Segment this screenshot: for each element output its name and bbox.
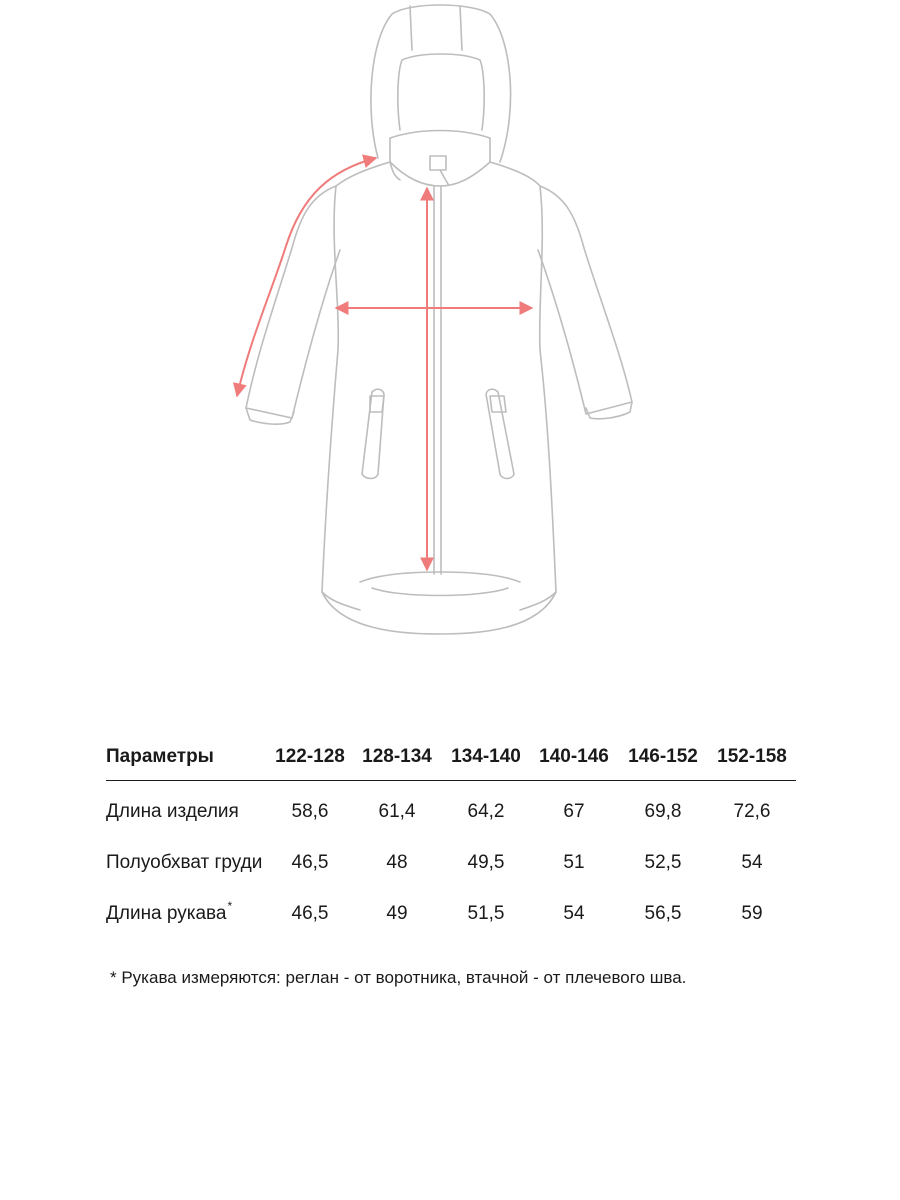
- collar: [390, 131, 490, 187]
- row-label-text: Длина рукава: [106, 903, 227, 924]
- table-row-length: [106, 801, 796, 852]
- table-cell: 51,5: [467, 903, 505, 924]
- size-column-header: 134-140: [451, 746, 521, 767]
- table-cell: 46,5: [291, 852, 329, 873]
- table-cell: 69,8: [644, 801, 682, 822]
- size-column-header: 146-152: [628, 746, 698, 767]
- left-sleeve: [246, 186, 340, 418]
- hem: [322, 592, 556, 634]
- size-column-header: 122-128: [275, 746, 345, 767]
- left-pocket: [362, 389, 384, 478]
- table-cell: 64,2: [467, 801, 505, 822]
- table-cell: 48: [386, 852, 408, 873]
- table-cell: 59: [741, 903, 763, 924]
- table-cell: 61,4: [378, 801, 416, 822]
- body-outline: [322, 162, 390, 610]
- size-column-header: 128-134: [362, 746, 432, 767]
- table-row-sleeve: [106, 899, 796, 954]
- row-label: Длина изделия: [106, 801, 239, 822]
- hood-inner: [398, 54, 484, 130]
- table-cell: 67: [563, 801, 585, 822]
- table-cell: 51: [563, 852, 585, 873]
- right-sleeve: [538, 186, 632, 414]
- row-label: [106, 899, 233, 925]
- table-cell: 46,5: [291, 903, 329, 924]
- table-cell: 56,5: [644, 903, 682, 924]
- row-label: Полуобхват груди: [106, 852, 263, 873]
- table-cell: 49,5: [467, 852, 505, 873]
- table-header-row: [106, 746, 796, 781]
- table-row-chest: [106, 852, 796, 903]
- footnote-asterisk: *: [227, 899, 233, 913]
- footnote-text: * Рукава измеряются: реглан - от воротника, втачной - от плечевого шва.: [110, 968, 687, 987]
- size-column-header: 140-146: [539, 746, 609, 767]
- table-cell: 54: [563, 903, 585, 924]
- table-cell: 72,6: [733, 801, 771, 822]
- table-cell: 49: [386, 903, 408, 924]
- size-table: [106, 746, 796, 954]
- table-header-label: Параметры: [106, 746, 214, 767]
- table-cell: 58,6: [291, 801, 329, 822]
- table-cell: 52,5: [644, 852, 682, 873]
- table-cell: 54: [741, 852, 763, 873]
- size-column-header: 152-158: [717, 746, 787, 767]
